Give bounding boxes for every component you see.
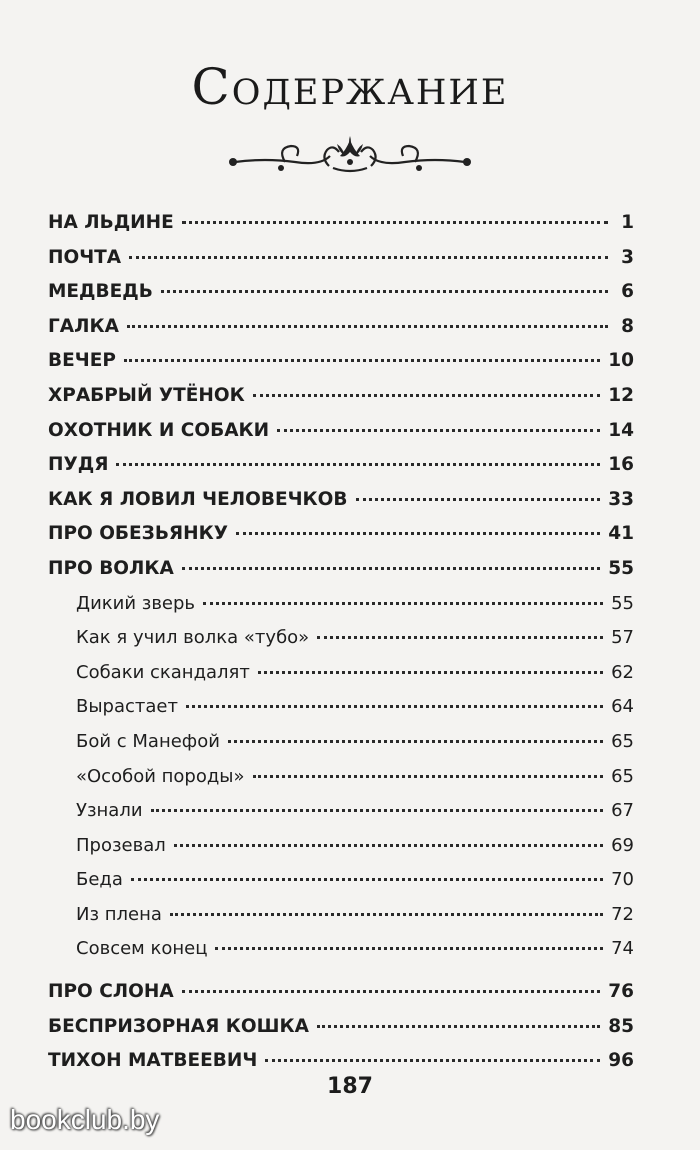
dot-leader <box>131 878 603 881</box>
dot-leader <box>129 256 608 259</box>
toc-entry-page: 62 <box>611 661 634 683</box>
toc-entry <box>48 523 634 558</box>
toc-entry <box>48 489 634 524</box>
toc-entry-page: 85 <box>608 1015 634 1037</box>
toc-entry <box>48 281 634 316</box>
dot-leader <box>186 705 603 708</box>
toc-entry-page: 1 <box>621 212 634 233</box>
table-of-contents <box>48 212 634 1085</box>
dot-leader <box>236 532 600 535</box>
toc-entry-title: Из плена <box>76 903 162 925</box>
dot-leader <box>116 463 600 466</box>
toc-entry-page: 76 <box>608 981 634 1003</box>
dot-leader <box>161 290 608 293</box>
toc-entry-page: 41 <box>608 523 634 545</box>
dot-leader <box>170 913 603 916</box>
toc-entry-page: 69 <box>611 834 634 856</box>
toc-entry-title: ВЕЧЕР <box>48 350 116 372</box>
page-title: Содержание <box>191 58 509 116</box>
toc-entry <box>48 385 634 420</box>
toc-entry-page: 72 <box>611 903 634 925</box>
toc-entry-title: Бой с Манефой <box>76 730 220 752</box>
toc-entry-page: 14 <box>608 419 634 441</box>
dot-leader <box>277 429 600 432</box>
toc-entry-title: Как я учил волка «тубо» <box>76 627 310 649</box>
toc-entry-page: 16 <box>608 454 634 476</box>
dot-leader <box>258 671 603 674</box>
toc-entry-page: 74 <box>611 938 634 960</box>
dot-leader <box>203 602 603 605</box>
toc-entry-page: 55 <box>608 557 634 579</box>
dot-leader <box>182 990 601 993</box>
toc-entry-title: «Особой породы» <box>76 765 245 787</box>
toc-entry-page: 33 <box>608 488 634 510</box>
toc-subentry <box>48 800 634 835</box>
scroll-ornament-icon <box>225 132 475 178</box>
dot-leader <box>356 498 601 501</box>
toc-entry-page: 96 <box>608 1050 634 1072</box>
toc-subentry <box>48 766 634 801</box>
toc-entry <box>48 212 634 247</box>
dot-leader <box>253 394 601 397</box>
toc-subentry <box>48 938 634 973</box>
toc-entry-title: Беда <box>76 869 123 891</box>
toc-entry-page: 55 <box>611 592 634 614</box>
toc-gap <box>48 973 634 981</box>
toc-subentry <box>48 731 634 766</box>
toc-entry-title: МЕДВЕДЬ <box>48 281 153 303</box>
toc-entry-page: 8 <box>621 315 634 337</box>
dot-leader <box>182 567 600 570</box>
dot-leader <box>127 325 608 328</box>
toc-entry-title: ПРО СЛОНА <box>48 981 174 1003</box>
toc-entry-page: 3 <box>621 246 634 268</box>
toc-entry-page: 65 <box>611 765 634 787</box>
toc-subentry <box>48 869 634 904</box>
toc-entry-page: 70 <box>611 869 634 891</box>
toc-entry-title: ОХОТНИК И СОБАКИ <box>48 419 270 441</box>
toc-entry-title: БЕСПРИЗОРНАЯ КОШКА <box>48 1015 309 1037</box>
toc-subentry <box>48 904 634 939</box>
toc-entry-page: 64 <box>611 696 634 718</box>
toc-entry-title: ПУДЯ <box>48 454 109 476</box>
toc-entry-title: Собаки скандалят <box>76 661 250 683</box>
toc-entry-page: 10 <box>608 350 634 372</box>
dot-leader <box>174 844 603 847</box>
toc-entry-title: Вырастает <box>76 696 178 718</box>
toc-entry-title: ТИХОН МАТВЕЕВИЧ <box>48 1050 258 1072</box>
toc-entry <box>48 316 634 351</box>
dot-leader <box>253 775 604 778</box>
page-number: 187 <box>327 1074 373 1099</box>
dot-leader <box>317 636 603 639</box>
toc-entry-title: ГАЛКА <box>48 315 119 337</box>
toc-entry <box>48 981 634 1016</box>
toc-entry <box>48 454 634 489</box>
toc-entry <box>48 247 634 282</box>
dot-leader <box>151 809 604 812</box>
dot-leader <box>228 740 603 743</box>
toc-subentry <box>48 627 634 662</box>
toc-entry-title: ПОЧТА <box>48 246 122 268</box>
toc-entry <box>48 1016 634 1051</box>
toc-entry-title: Совсем конец <box>76 938 208 960</box>
toc-entry-title: Дикий зверь <box>76 592 196 614</box>
toc-entry-title: КАК Я ЛОВИЛ ЧЕЛОВЕЧКОВ <box>48 488 348 510</box>
toc-entry-page: 67 <box>611 800 634 822</box>
dot-leader <box>265 1059 600 1062</box>
toc-entry <box>48 350 634 385</box>
dot-leader <box>124 359 600 362</box>
toc-entry-title: НА ЛЬДИНЕ <box>48 212 174 233</box>
toc-entry-title: ХРАБРЫЙ УТЁНОК <box>48 384 245 406</box>
toc-entry-title: ПРО ВОЛКА <box>48 557 174 579</box>
toc-subentry <box>48 593 634 628</box>
dot-leader <box>317 1025 600 1028</box>
toc-entry-page: 57 <box>611 627 634 649</box>
toc-subentry <box>48 696 634 731</box>
toc-entry-title: Узнали <box>76 800 143 822</box>
toc-entry-page: 12 <box>608 384 634 406</box>
toc-entry-page: 65 <box>611 730 634 752</box>
toc-entry-title: Прозевал <box>76 834 166 856</box>
toc-entry <box>48 558 634 593</box>
toc-subentry <box>48 835 634 870</box>
toc-entry-title: ПРО ОБЕЗЬЯНКУ <box>48 523 229 545</box>
toc-entry-page: 6 <box>621 281 634 303</box>
toc-entry <box>48 420 634 455</box>
watermark: bookclub.by <box>10 1104 160 1135</box>
toc-subentry <box>48 662 634 697</box>
dot-leader <box>182 221 608 224</box>
dot-leader <box>215 947 603 950</box>
